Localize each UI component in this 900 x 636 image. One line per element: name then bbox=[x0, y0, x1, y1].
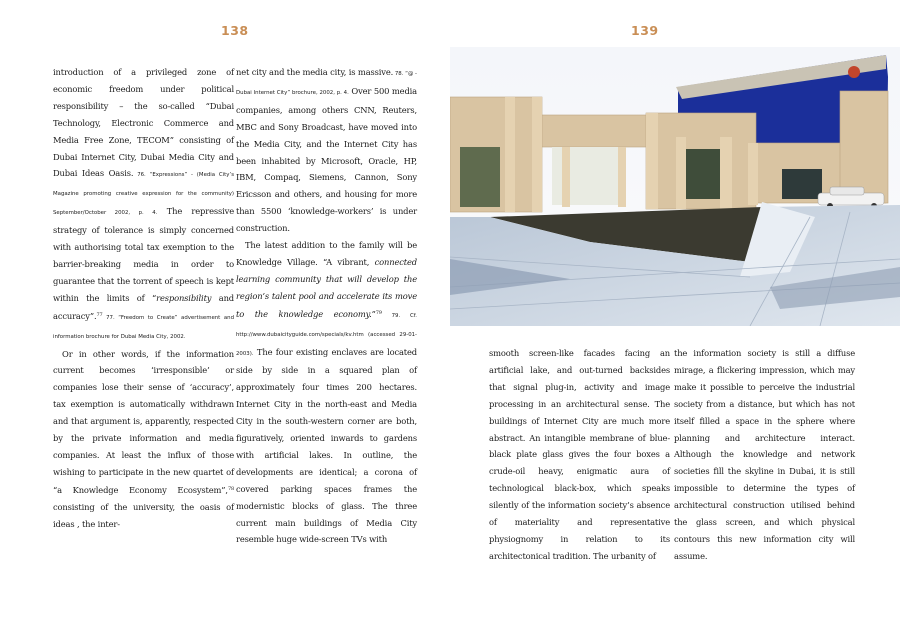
text-column-4 bbox=[674, 345, 855, 565]
page-number-left: 138 bbox=[221, 23, 249, 38]
text-column-2 bbox=[236, 64, 417, 548]
footnote-ref-77: 77 bbox=[96, 311, 103, 318]
paragraph: introduction of a privileged zone of economic freedom under political responsibility – the so-called “Dubai Technology, Electronic Commerce and Media Free Zone, TECOM” consisting of Dubai Internet City, Dubai Media City and Dubai Ideas Oasis. 76. “Expressions” - (Media City’s Magazine promoting creative expression for the community) September/October 2002, p. 4. The repressive strategy of tolerance is simply concerned with authorising total tax exemption to the barrier-breaking media in order to guarantee that the torrent of speech is kept within the limits of “responsibility and accuracy”.$^{77}$ 77. “Freedom to Create” advertisement and information brochure for Dubai Media City, 2002. bbox=[53, 67, 235, 340]
page-number-right: 139 bbox=[631, 23, 659, 38]
footnote-78: 78. “@ - Dubai Internet City” brochure, 2002, p. 4. bbox=[236, 71, 417, 96]
footnote-ref-79: 79 bbox=[375, 309, 382, 316]
photo-dubai-media-city bbox=[450, 47, 900, 326]
paragraph: The latest addition to the family will be Knowledge Village. “A vibrant, connected learning community that will develop the region’s talent pool and accelerate its move to the knowledge economy.”$^{79}$ 79. Cf. http://www.dubaicityguide.com/specials/kv.htm (accessed 29-01-2003). The four existing enclaves are located side by side in a squared plan of approximately four times 200 hectares. Internet City in the north-east and Media City in the south-western corner are both, figuratively, oriented inwards to gardens with artificial lakes. In outline, the developments are identical; a corona of covered parking spaces frames the modernistic blocks of glass. The three current main buildings of Media City resemble huge wide-screen TVs with bbox=[236, 240, 417, 545]
paragraph: smooth screen-like facades facing an artificial lake, and out-turned backsides that signal plug-in, activity and image processing in an architectural sense. The buildings of Internet City are much more abstract. An intangible membrane of blue-black plate glass gives the four boxes a crude-oil heavy, enigmatic aura of technological black-box, which speaks silently of the information society’s absence of materiality and representative physiognomy in relation to its architectonical tradition. The urbanity of bbox=[489, 348, 670, 561]
paragraph: the information society is still a diffuse mirage, a flickering impression, which may make it possible to perceive the industrial society from a distance, but which has not itself filled a space in the sphere where planning and architecture interact. Although the knowledge and network societies fill the skyline in Dubai, it is still impossible to determine the types of architectural construction utilised behind the glass screen, and which physical contours this new information city will assume. bbox=[674, 348, 855, 561]
footnote-76: 76. “Expressions” - (Media City’s Magazine promoting creative expression for the community) September/October 2002, p. 4. bbox=[53, 172, 235, 217]
photo-illustration bbox=[450, 47, 900, 326]
paragraph: net city and the media city, is massive. 78. “@ - Dubai Internet City” brochure, 2002, p. 4. Over 500 media companies, among others CNN, Reuters, MBC and Sony Broadcast, have moved into the Media City, and the Internet City has been inhabited by Microsoft, Oracle, HP, IBM, Compaq, Siemens, Cannon, Sony Ericsson and others, and housing for more than 5500 ‘knowledge-workers’ is under construction. bbox=[236, 67, 417, 234]
footnote-79: 79. Cf. http://www.dubaicityguide.com/specials/kv.htm (accessed 29-01-2003). bbox=[236, 312, 417, 357]
text-column-1 bbox=[53, 64, 234, 532]
paragraph: Or in other words, if the information current becomes ‘irresponsible’ or companies lose their sense of ‘accuracy’, tax exemption is automatically withdrawn and that argument is, apparently, respected by the private information and media companies. At least the influx of those wishing to participate in the new quartet of “a Knowledge Economy Ecosystem”,$^{78}$ consisting of the university, the oasis of ideas , the inter- bbox=[53, 348, 234, 529]
footnote-ref-78: 78 bbox=[227, 485, 234, 492]
footnote-77: 77. “Freedom to Create” advertisement and information brochure for Dubai Media City, 2002. bbox=[53, 314, 234, 340]
text-column-3 bbox=[489, 345, 670, 565]
